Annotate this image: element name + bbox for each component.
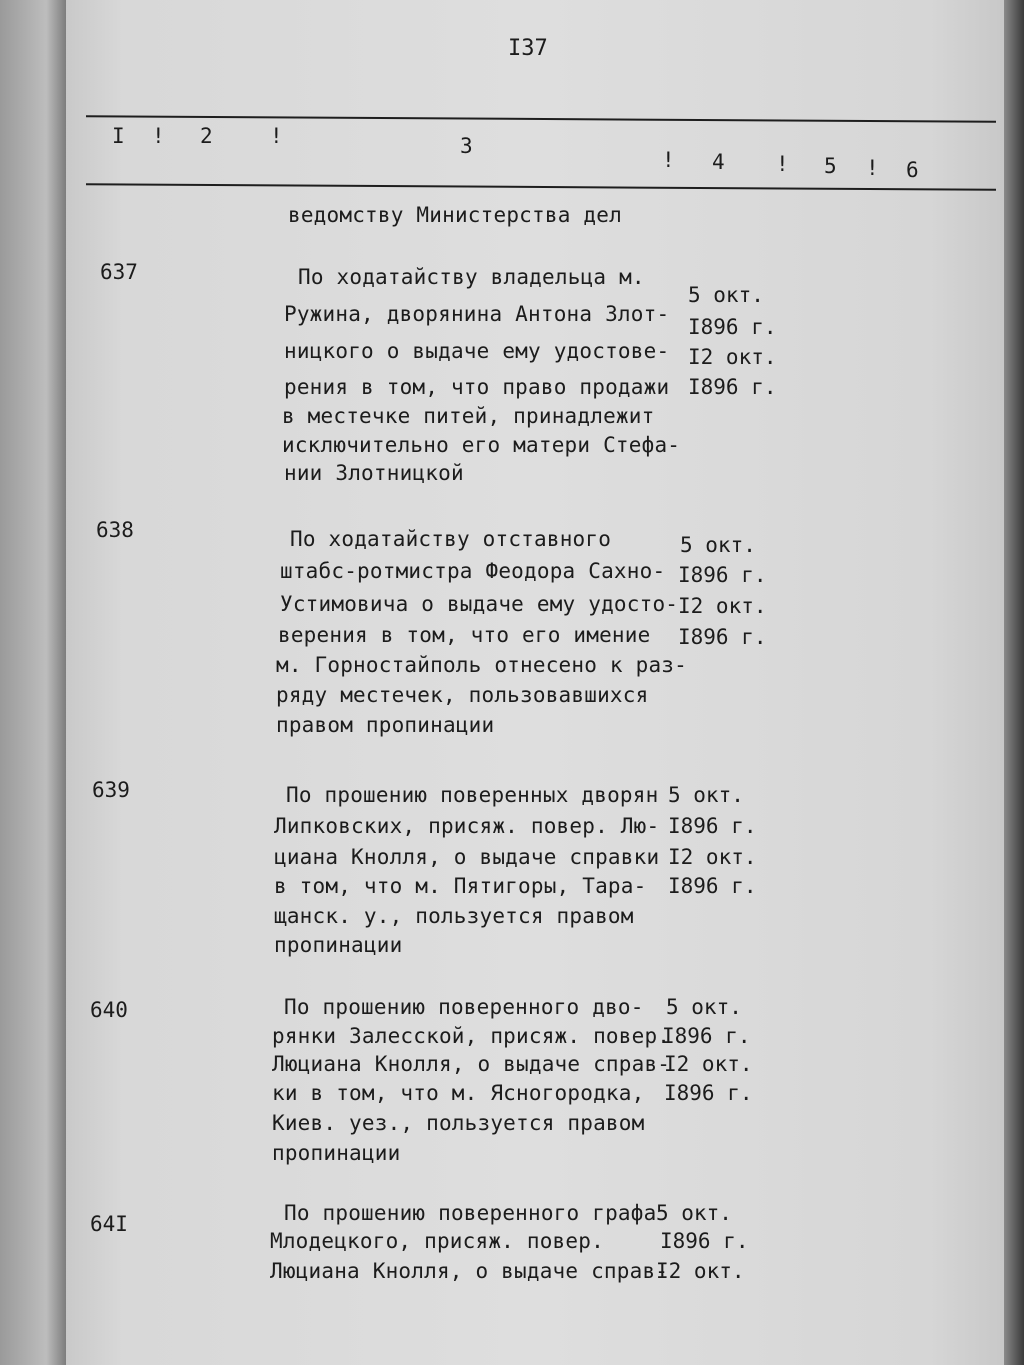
entry-date: I2 окт. xyxy=(656,1259,745,1283)
entry-number: 637 xyxy=(100,260,138,284)
entry-text-line: Люциана Кнолля, о выдаче справ- xyxy=(270,1259,669,1283)
header-col-2: 2 xyxy=(200,124,213,148)
entry-text-line: ницкого о выдаче ему удостове- xyxy=(284,339,670,363)
entry-text-line: По ходатайству отставного xyxy=(290,527,612,551)
entry-date: I896 г. xyxy=(688,315,777,339)
entry-text-line: рянки Залесской, присяж. повер. xyxy=(272,1024,671,1048)
header-sep: ! xyxy=(270,124,283,148)
header-sep: ! xyxy=(152,124,165,148)
page-right-edge xyxy=(1004,0,1024,1365)
entry-text-line: исключительно его матери Стефа- xyxy=(282,433,681,457)
entry-date: I896 г. xyxy=(678,625,767,649)
entry-date: I2 окт. xyxy=(688,345,777,369)
entry-number: 638 xyxy=(96,518,134,542)
intro-line: ведомству Министерства дел xyxy=(288,203,622,227)
header-sep: ! xyxy=(776,152,789,176)
entry-text-line: По прошению поверенного графа xyxy=(284,1201,657,1225)
entry-text-line: рения в том, что право продажи xyxy=(284,375,670,399)
entry-number: 639 xyxy=(92,778,130,802)
entry-date: 5 окт. xyxy=(680,533,756,557)
entry-date: I2 окт. xyxy=(664,1052,753,1076)
entry-text-line: Млодецкого, присяж. повер. xyxy=(270,1229,604,1253)
entry-text-line: правом пропинации xyxy=(276,713,495,737)
entry-text-line: м. Горностайполь отнесено к раз- xyxy=(276,653,687,677)
entry-text-line: Липковских, присяж. повер. Лю- xyxy=(274,814,660,838)
page-number: I37 xyxy=(508,36,548,61)
entry-text-line: ки в том, что м. Ясногородка, xyxy=(272,1081,645,1105)
entry-text-line: ряду местечек, пользовавшихся xyxy=(276,683,649,707)
entry-text-line: По прошению поверенных дворян xyxy=(286,783,659,807)
entry-date: 5 окт. xyxy=(656,1201,732,1225)
entry-date: I896 г. xyxy=(662,1024,751,1048)
header-col-1: I xyxy=(112,124,125,148)
header-sep: ! xyxy=(866,156,879,180)
header-col-5: 5 xyxy=(824,154,837,178)
entry-date: 5 окт. xyxy=(688,283,764,307)
entry-text-line: Киев. уез., пользуется правом xyxy=(272,1111,645,1135)
header-col-4: 4 xyxy=(712,150,725,174)
entry-text-line: штабс-ротмистра Феодора Сахно- xyxy=(280,559,666,583)
entry-date: I896 г. xyxy=(668,814,757,838)
entry-date: I896 г. xyxy=(668,874,757,898)
entry-text-line: в том, что м. Пятигоры, Тара- xyxy=(274,874,647,898)
entry-text-line: Люциана Кнолля, о выдаче справ- xyxy=(272,1052,671,1076)
entry-date: I896 г. xyxy=(664,1081,753,1105)
entry-text-line: верения в том, что его имение xyxy=(278,623,651,647)
entry-number: 640 xyxy=(90,998,128,1022)
entry-date: I896 г. xyxy=(688,375,777,399)
entry-text-line: пропинации xyxy=(272,1141,401,1165)
entry-text-line: циана Кнолля, о выдаче справки xyxy=(274,845,660,869)
entry-date: I2 окт. xyxy=(668,845,757,869)
header-col-6: 6 xyxy=(906,158,919,182)
entry-date: 5 окт. xyxy=(666,995,742,1019)
entry-date: I896 г. xyxy=(660,1229,749,1253)
entry-text-line: нии Злотницкой xyxy=(284,461,464,485)
entry-text-line: Устимовича о выдаче ему удосто- xyxy=(280,592,679,616)
entry-text-line: По ходатайству владельца м. xyxy=(298,265,645,289)
entry-text-line: Ружина, дворянина Антона Злот- xyxy=(284,302,670,326)
entry-date: I2 окт. xyxy=(678,594,767,618)
entry-text-line: пропинации xyxy=(274,933,403,957)
entry-date: I896 г. xyxy=(678,563,767,587)
entry-text-line: щанск. у., пользуется правом xyxy=(274,904,634,928)
binding-edge xyxy=(0,0,66,1365)
entry-text-line: По прошению поверенного дво- xyxy=(284,995,644,1019)
entry-date: 5 окт. xyxy=(668,783,744,807)
header-col-3: 3 xyxy=(460,134,473,158)
header-sep: ! xyxy=(662,148,675,172)
entry-text-line: в местечке питей, принадлежит xyxy=(282,404,655,428)
entry-number: 64I xyxy=(90,1212,128,1236)
